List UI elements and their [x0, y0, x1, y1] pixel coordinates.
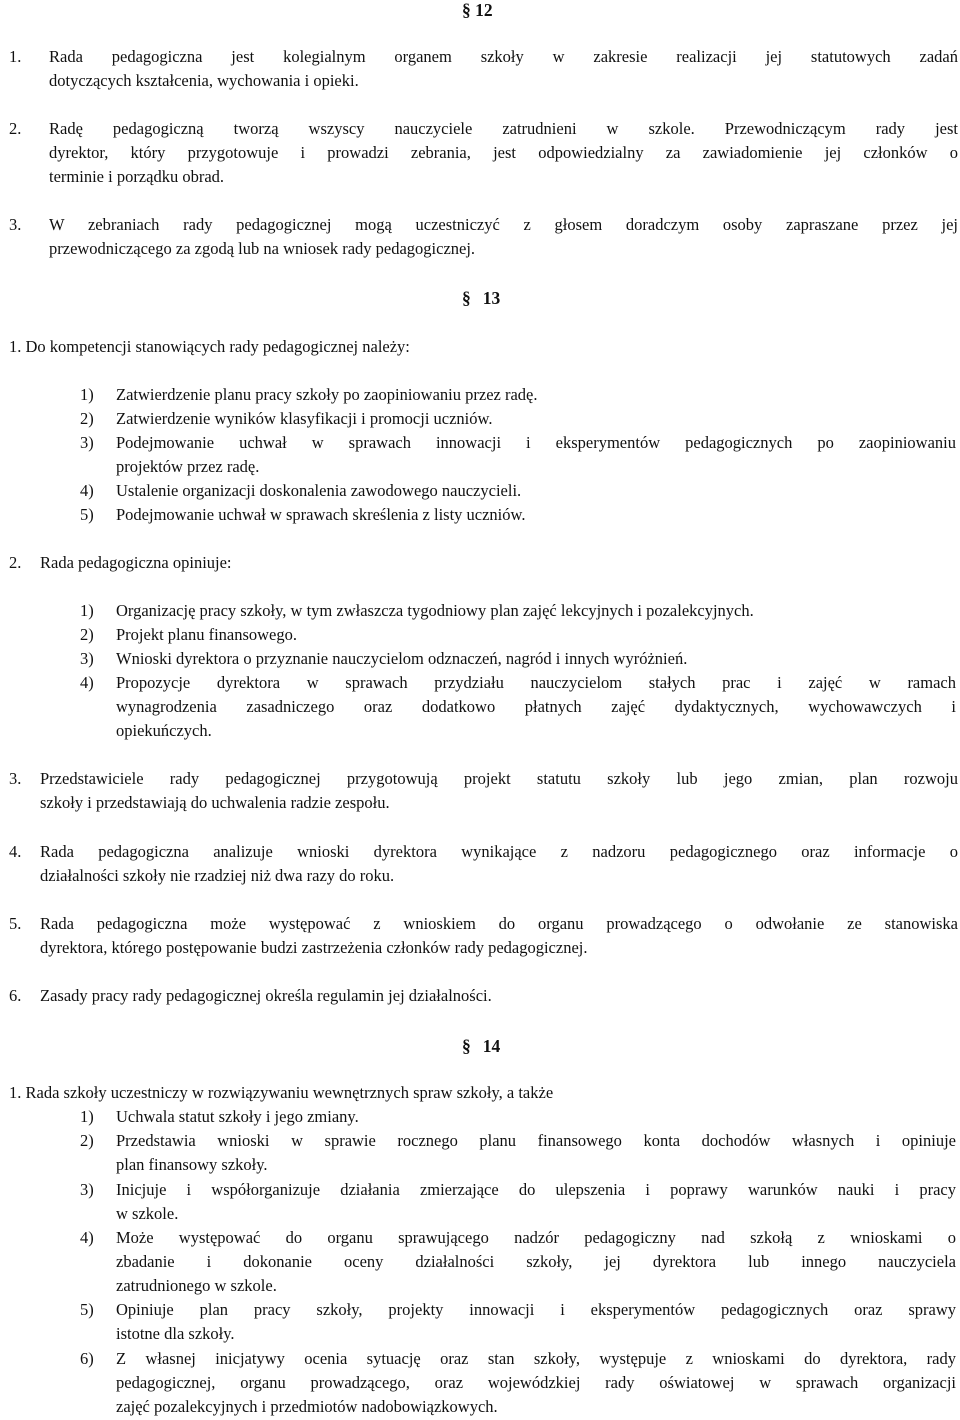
- s13-p2-intro: Rada pedagogiczna opiniuje:: [40, 553, 232, 572]
- s14-p1-item3-line1: Inicjuje i współorganizuje działania zmierzające do ulepszenia i poprawy warunków nauki i pracy: [116, 1180, 956, 1199]
- s13-p4-line1: Rada pedagogiczna analizuje wnioski dyrektora wynikające z nadzoru pedagogicznego oraz informacje o: [40, 842, 958, 861]
- s14-p1-item6-line3: zajęć pozalekcyjnych i przedmiotów nadobowiązkowych.: [116, 1397, 498, 1416]
- s13-p2-item3-number: 3): [80, 649, 94, 668]
- s13-p2-number: 2.: [9, 553, 22, 572]
- s13-p4-number: 4.: [9, 842, 22, 861]
- s12-p2-number: 2.: [9, 119, 22, 138]
- s13-p5-line2: dyrektora, którego postępowanie budzi zastrzeżenia członków rady pedagogicznej.: [40, 938, 588, 957]
- s14-p1-intro: 1. Rada szkoły uczestniczy w rozwiązywaniu wewnętrznych spraw szkoły, a także: [9, 1083, 554, 1102]
- s13-p3-line1: Przedstawiciele rady pedagogicznej przygotowują projekt statutu szkoły lub jego zmian, plan rozwoju: [40, 769, 958, 788]
- s13-p2-item4-number: 4): [80, 673, 94, 692]
- s13-p1-item4-text: Ustalenie organizacji doskonalenia zawodowego nauczycieli.: [116, 481, 522, 500]
- s13-p1-item3-number: 3): [80, 433, 94, 452]
- section-sign: §: [462, 1036, 471, 1056]
- s13-p6-number: 6.: [9, 986, 22, 1005]
- s13-p1-item5-text: Podejmowanie uchwał w sprawach skreślenia z listy uczniów.: [116, 505, 526, 524]
- section-14-heading: [462, 1036, 500, 1056]
- s14-p1-item2-number: 2): [80, 1131, 94, 1150]
- s14-p1-item6-number: 6): [80, 1349, 94, 1368]
- s12-p2-line1: Radę pedagogiczną tworzą wszyscy nauczyciele zatrudnieni w szkole. Przewodniczącym rady jest: [49, 119, 958, 138]
- s12-p1-number: 1.: [9, 47, 22, 66]
- s13-p2-item1-number: 1): [80, 601, 94, 620]
- s14-p1-item2-line2: plan finansowy szkoły.: [116, 1155, 268, 1174]
- s13-p5-line1: Rada pedagogiczna może występować z wnioskiem do organu prowadzącego o odwołanie ze stanowiska: [40, 914, 958, 933]
- s13-p1-item5-number: 5): [80, 505, 94, 524]
- s12-p3-number: 3.: [9, 215, 22, 234]
- s13-p1-item1-number: 1): [80, 385, 94, 404]
- s14-p1-item4-line3: zatrudnionego w szkole.: [116, 1276, 277, 1295]
- s13-p6-line1: Zasady pracy rady pedagogicznej określa regulamin jej działalności.: [40, 986, 492, 1005]
- s14-p1-item2-line1: Przedstawia wnioski w sprawie rocznego planu finansowego konta dochodów własnych i opiniuje: [116, 1131, 956, 1150]
- s14-p1-item3-line2: w szkole.: [116, 1204, 179, 1223]
- section-12-heading: § 12: [462, 0, 493, 20]
- s12-p2-line2: dyrektor, który przygotowuje i prowadzi zebrania, jest odpowiedzialny za zawiadomienie jej członków o: [49, 143, 958, 162]
- s13-p2-item4-line1: Propozycje dyrektora w sprawach przydziału nauczycielom stałych prac i zajęć w ramach: [116, 673, 956, 692]
- s14-p1-item6-line2: pedagogicznej, organu prowadzącego, oraz wojewódzkiej rady oświatowej w sprawach organizacji: [116, 1373, 956, 1392]
- s13-p1-item4-number: 4): [80, 481, 94, 500]
- s14-p1-item6-line1: Z własnej inicjatywy ocenia sytuację oraz stan szkoły, występuje z wnioskami do dyrektora, rady: [116, 1349, 956, 1368]
- s12-p3-line1: W zebraniach rady pedagogicznej mogą uczestniczyć z głosem doradczym osoby zapraszane przez jej: [49, 215, 958, 234]
- s12-p3-line2: przewodniczącego za zgodą lub na wniosek rady pedagogicznej.: [49, 239, 476, 258]
- s14-p1-item4-line1: Może występować do organu sprawującego nadzór pedagogiczny nad szkołą z wnioskami o: [116, 1228, 956, 1247]
- s13-p1-item3-line2: projektów przez radę.: [116, 457, 260, 476]
- s13-p3-number: 3.: [9, 769, 22, 788]
- section-sign: §: [462, 288, 471, 308]
- s12-p1-line1: Rada pedagogiczna jest kolegialnym organem szkoły w zakresie realizacji jej statutowych zadań: [49, 47, 958, 66]
- s13-p2-item4-line2: wynagrodzenia zasadniczego oraz dodatkowo płatnych zajęć dydaktycznych, wychowawczych i: [116, 697, 956, 716]
- s14-p1-item1-text: Uchwala statut szkoły i jego zmiany.: [116, 1107, 359, 1126]
- s12-p1-line2: dotyczących kształcenia, wychowania i opieki.: [49, 71, 359, 90]
- s13-p2-item2-text: Projekt planu finansowego.: [116, 625, 298, 644]
- s12-p2-line3: terminie i porządku obrad.: [49, 167, 225, 186]
- s13-p1-item2-number: 2): [80, 409, 94, 428]
- s14-p1-item5-line2: istotne dla szkoły.: [116, 1324, 235, 1343]
- section-13-heading: [462, 288, 500, 308]
- s14-p1-item4-line2: zbadanie i dokonanie oceny działalności szkoły, jej dyrektora lub innego nauczyciela: [116, 1252, 956, 1271]
- s13-p3-line2: szkoły i przedstawiają do uchwalenia radzie zespołu.: [40, 793, 390, 812]
- s13-p1-intro: 1. Do kompetencji stanowiących rady pedagogicznej należy:: [9, 337, 410, 356]
- s13-p2-item3-text: Wnioski dyrektora o przyznanie nauczycielom odznaczeń, nagród i innych wyróżnień.: [116, 649, 688, 668]
- s14-p1-item5-line1: Opiniuje plan pracy szkoły, projekty innowacji i eksperymentów pedagogicznych oraz sprawy: [116, 1300, 956, 1319]
- s13-p2-item4-line3: opiekuńczych.: [116, 721, 212, 740]
- s13-p2-item1-text: Organizację pracy szkoły, w tym zwłaszcza tygodniowy plan zajęć lekcyjnych i pozalekcyjnych.: [116, 601, 754, 620]
- s13-p2-item2-number: 2): [80, 625, 94, 644]
- section-number: 14: [482, 1036, 501, 1056]
- s13-p5-number: 5.: [9, 914, 22, 933]
- s14-p1-item4-number: 4): [80, 1228, 94, 1247]
- s13-p4-line2: działalności szkoły nie rzadziej niż dwa razy do roku.: [40, 866, 395, 885]
- section-number: 13: [482, 288, 501, 308]
- s13-p1-item3-line1: Podejmowanie uchwał w sprawach innowacji i eksperymentów pedagogicznych po zaopiniowaniu: [116, 433, 956, 452]
- s14-p1-item1-number: 1): [80, 1107, 94, 1126]
- s14-p1-item3-number: 3): [80, 1180, 94, 1199]
- s13-p1-item1-text: Zatwierdzenie planu pracy szkoły po zaopiniowaniu przez radę.: [116, 385, 538, 404]
- s14-p1-item5-number: 5): [80, 1300, 94, 1319]
- s13-p1-item2-text: Zatwierdzenie wyników klasyfikacji i promocji uczniów.: [116, 409, 493, 428]
